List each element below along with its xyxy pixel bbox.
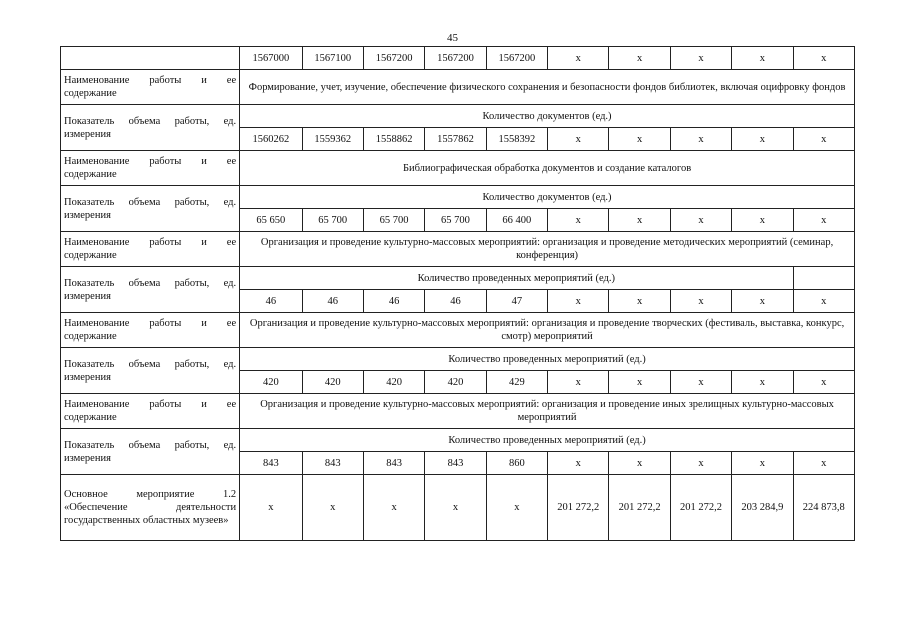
value-cell: x	[732, 371, 793, 394]
value-cell: x	[302, 475, 363, 541]
value-cell: 201 272,2	[548, 475, 609, 541]
value-cell: 420	[240, 371, 302, 394]
activity-label: Основное мероприятие 1.2 «Обеспечение деятельности государственных областных музеев»	[61, 475, 240, 541]
value-cell: 860	[486, 452, 547, 475]
value-cell: x	[363, 475, 424, 541]
value-cell: x	[425, 475, 486, 541]
value-cell: 1560262	[240, 128, 302, 151]
value-cell: x	[548, 128, 609, 151]
value-cell: x	[670, 371, 731, 394]
table-row	[61, 313, 855, 348]
value-cell: 420	[363, 371, 424, 394]
value-cell: 46	[363, 290, 424, 313]
value-cell: 1558862	[363, 128, 424, 151]
value-cell: x	[793, 128, 854, 151]
work-name-text: Организация и проведение культурно-массовых мероприятий: организация и проведение творческих (фестиваль, выставка, конкурс, смотр) мероприятий	[240, 313, 855, 348]
value-cell: x	[670, 47, 731, 70]
indicator-label: Показатель объема работы, ед. измерения	[61, 186, 240, 232]
table-row	[61, 232, 855, 267]
value-cell: x	[670, 290, 731, 313]
indicator-label: Показатель объема работы, ед. измерения	[61, 267, 240, 313]
table-row	[61, 186, 855, 209]
value-cell: x	[793, 452, 854, 475]
value-cell: x	[732, 290, 793, 313]
table-row	[61, 151, 855, 186]
value-cell: x	[609, 128, 670, 151]
value-cell: x	[793, 290, 854, 313]
value-cell: x	[793, 209, 854, 232]
value-cell: 843	[240, 452, 302, 475]
table-row	[61, 267, 855, 290]
value-cell: 46	[425, 290, 486, 313]
value-cell: 201 272,2	[609, 475, 670, 541]
value-cell: x	[732, 128, 793, 151]
value-cell: x	[670, 128, 731, 151]
value-cell: x	[609, 290, 670, 313]
value-cell: 429	[486, 371, 547, 394]
value-cell: 843	[363, 452, 424, 475]
table-row	[61, 348, 855, 371]
table-row	[61, 70, 855, 105]
value-cell: 66 400	[486, 209, 547, 232]
value-cell: 65 650	[240, 209, 302, 232]
indicator-text: Количество проведенных мероприятий (ед.)	[240, 429, 855, 452]
value-cell: x	[548, 47, 609, 70]
table-row	[61, 475, 855, 541]
value-cell: 1567200	[363, 47, 424, 70]
work-name-text: Организация и проведение культурно-массовых мероприятий: организация и проведение иных зрелищных культурно-массовых мероприятий	[240, 394, 855, 429]
value-cell: x	[670, 209, 731, 232]
value-cell: x	[732, 47, 793, 70]
value-cell: 65 700	[302, 209, 363, 232]
value-cell: x	[793, 371, 854, 394]
value-cell: x	[732, 209, 793, 232]
value-cell: 47	[486, 290, 547, 313]
value-cell: x	[609, 209, 670, 232]
work-name-label: Наименование работы и ее содержание	[61, 151, 240, 186]
value-cell: 203 284,9	[732, 475, 793, 541]
indicator-label: Показатель объема работы, ед. измерения	[61, 105, 240, 151]
table-row	[61, 47, 855, 70]
value-cell: 1567200	[425, 47, 486, 70]
value-cell: x	[732, 452, 793, 475]
indicator-label: Показатель объема работы, ед. измерения	[61, 429, 240, 475]
value-cell: x	[548, 371, 609, 394]
value-cell: x	[609, 371, 670, 394]
work-name-text: Организация и проведение культурно-массовых мероприятий: организация и проведение методических мероприятий (семинар, конференция)	[240, 232, 855, 267]
value-cell: 1558392	[486, 128, 547, 151]
value-cell: 843	[425, 452, 486, 475]
value-cell: 65 700	[425, 209, 486, 232]
value-cell: 1559362	[302, 128, 363, 151]
value-cell: 843	[302, 452, 363, 475]
value-cell: 420	[425, 371, 486, 394]
value-cell: 1567100	[302, 47, 363, 70]
table-row	[61, 105, 855, 128]
value-cell: x	[548, 209, 609, 232]
value-cell: 65 700	[363, 209, 424, 232]
work-name-label: Наименование работы и ее содержание	[61, 313, 240, 348]
work-name-label: Наименование работы и ее содержание	[61, 394, 240, 429]
work-name-label: Наименование работы и ее содержание	[61, 232, 240, 267]
page-number: 45	[447, 32, 458, 44]
value-cell: x	[793, 47, 854, 70]
table-row	[61, 429, 855, 452]
work-name-text: Формирование, учет, изучение, обеспечение физического сохранения и безопасности фондов библиотек, включая оцифровку фондов	[240, 70, 855, 105]
value-cell: x	[609, 47, 670, 70]
value-cell: x	[486, 475, 547, 541]
value-cell: x	[240, 475, 302, 541]
empty-cell	[793, 267, 854, 290]
work-volume-table	[60, 46, 855, 541]
value-cell: x	[548, 290, 609, 313]
value-cell: x	[670, 452, 731, 475]
table-row	[61, 394, 855, 429]
empty-cell	[61, 47, 240, 70]
value-cell: 1557862	[425, 128, 486, 151]
value-cell: x	[609, 452, 670, 475]
indicator-text: Количество проведенных мероприятий (ед.)	[240, 267, 793, 290]
work-name-label: Наименование работы и ее содержание	[61, 70, 240, 105]
value-cell: 46	[240, 290, 302, 313]
indicator-text: Количество документов (ед.)	[240, 105, 855, 128]
value-cell: 46	[302, 290, 363, 313]
work-name-text: Библиографическая обработка документов и создание каталогов	[240, 151, 855, 186]
value-cell: 201 272,2	[670, 475, 731, 541]
value-cell: 1567000	[240, 47, 302, 70]
value-cell: 224 873,8	[793, 475, 854, 541]
indicator-label: Показатель объема работы, ед. измерения	[61, 348, 240, 394]
indicator-text: Количество проведенных мероприятий (ед.)	[240, 348, 855, 371]
value-cell: 420	[302, 371, 363, 394]
indicator-text: Количество документов (ед.)	[240, 186, 855, 209]
value-cell: 1567200	[486, 47, 547, 70]
value-cell: x	[548, 452, 609, 475]
